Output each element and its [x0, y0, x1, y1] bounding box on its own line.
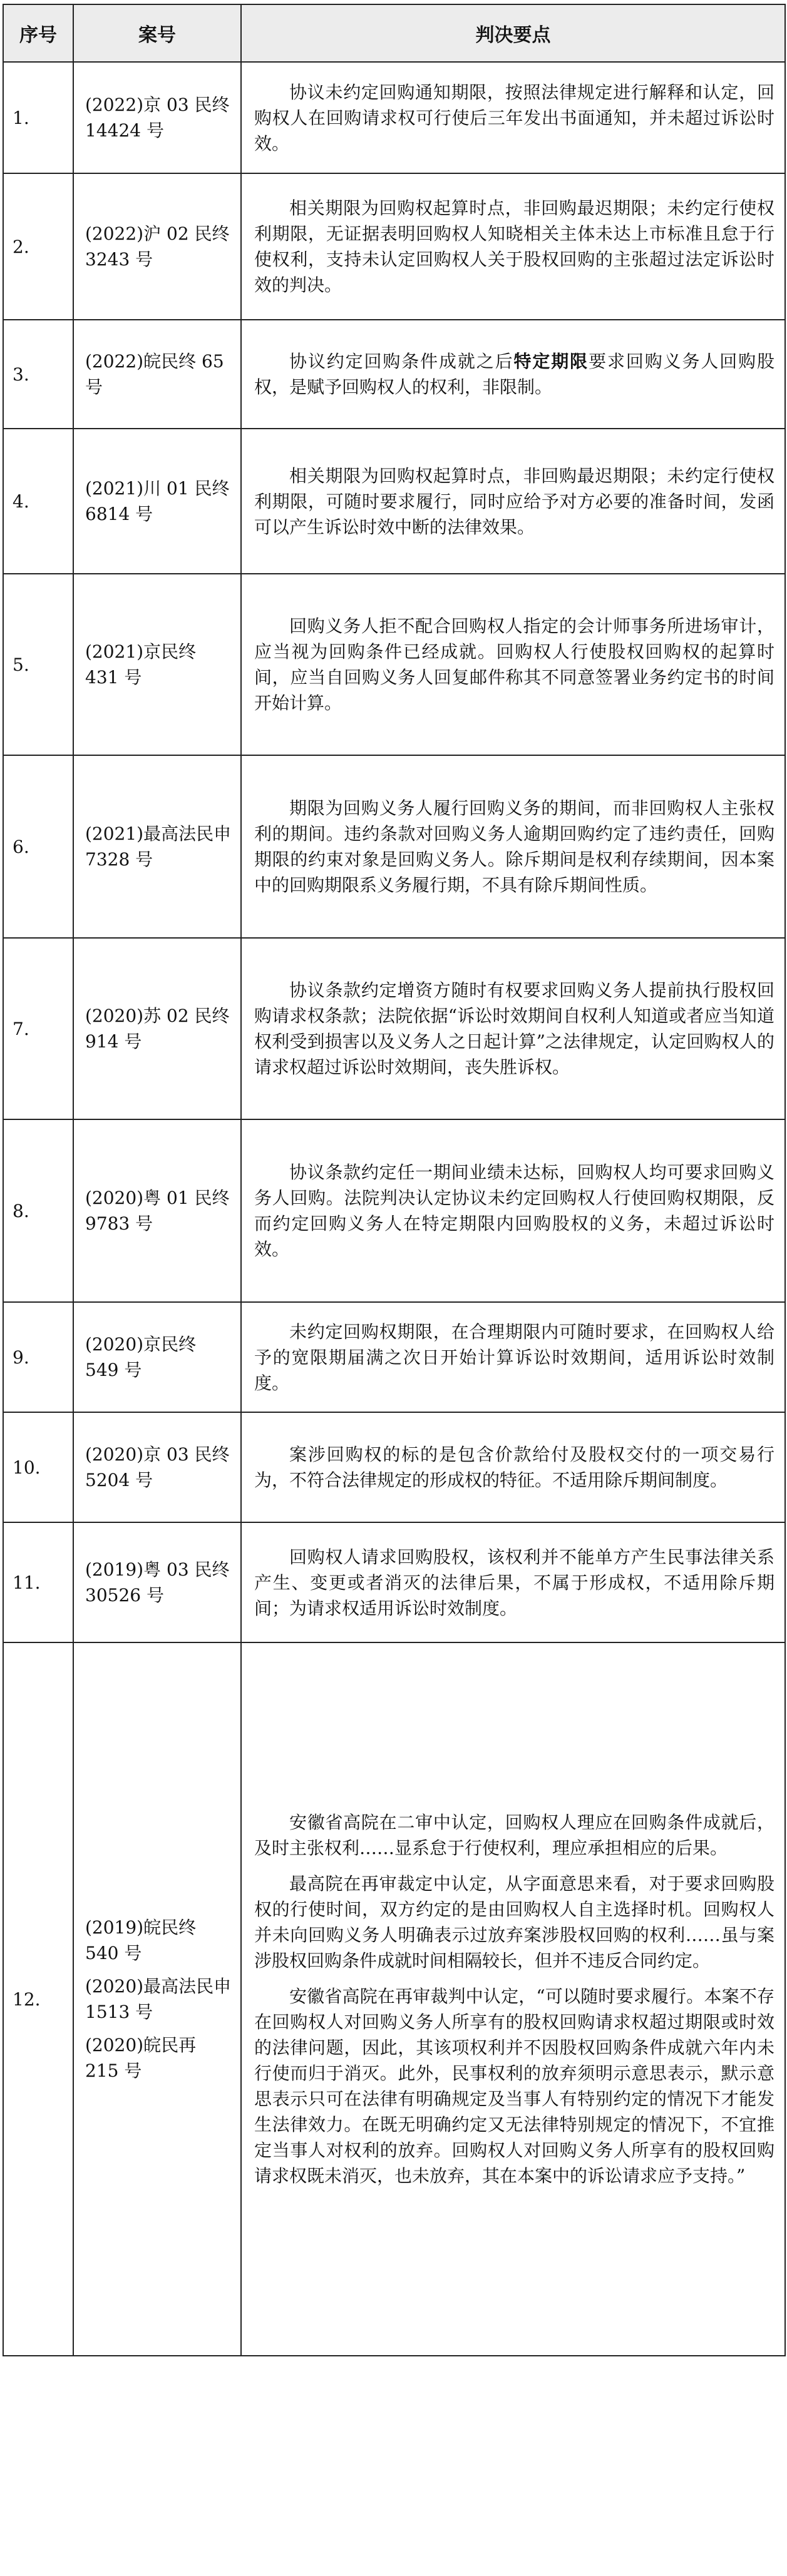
judgment-text: 相关期限为回购权起算时点，非回购最迟期限；未约定行使权利期限，可随时要求履行，同时应给予对方必要的准备时间，发函可以产生诉讼时效中断的法律效果。 [254, 465, 774, 537]
judgment-paragraph [254, 613, 774, 716]
table-row [3, 1642, 785, 2356]
row-case-no [73, 938, 241, 1119]
table-row [3, 574, 785, 755]
row-seq: 6. [3, 755, 73, 938]
table-row [3, 62, 785, 173]
case-number: (2020)皖民再 215 号 [85, 2035, 197, 2081]
judgment-text: 最高院在再审裁定中认定，从字面意思来看，对于要求回购股权的行使时间，双方约定的是由回购权人自主选择时机。回购权人并未向回购义务人明确表示过放弃案涉股权回购的权利……虽与案涉股权回购条件成就时间相隔较长，但并不违反合同约定。 [254, 1873, 774, 1971]
row-judgment-points [241, 755, 785, 938]
row-case-no [73, 320, 241, 429]
case-number: (2019)皖民终 540 号 [85, 1917, 197, 1963]
row-seq: 7. [3, 938, 73, 1119]
row-judgment-points [241, 1119, 785, 1302]
row-case-no [73, 1642, 241, 2356]
judgment-text: 协议未约定回购通知期限，按照法律规定进行解释和认定，回购权人在回购请求权可行使后三年发出书面通知，并未超过诉讼时效。 [254, 81, 774, 154]
row-case-no [73, 62, 241, 173]
judgment-text: 要求回购义务人回购股权，是赋予回购权人的权利，非限制。 [254, 351, 774, 397]
table-row [3, 1119, 785, 1302]
judgment-text: 安徽省高院在再审裁判中认定，“可以随时要求履行。本案不存在回购权人对回购义务人所享有的股权回购请求权超过期限或时效的法律问题，因此，其该项权利并不因股权回购条件成就六年内未行使而归于消灭。此外，民事权利的放弃须明示意思表示，默示意思表示只可在法律有明确规定及当事人有特别约定的情况下才能发生法律效力。在既无明确约定又无法律特别规定的情况下，不宜推定当事人对权利的放弃。回购权人对回购义务人所享有的股权回购请求权既未消灭，也未放弃，其在本案中的诉讼请求应予支持。” [254, 1986, 774, 2186]
row-case-no [73, 429, 241, 574]
case-number: (2020)京民终 549 号 [85, 1334, 197, 1380]
judgment-text: 协议条款约定任一期间业绩未达标，回购权人均可要求回购义务人回购。法院判决认定协议未约定回购权人行使回购权期限，反而约定回购义务人在特定期限内回购股权的义务，未超过诉讼时效。 [254, 1162, 774, 1260]
row-seq: 9. [3, 1302, 73, 1412]
case-number: (2020)最高法民申 1513 号 [85, 1976, 232, 2022]
judgment-text: 回购权人请求回购股权，该权利并不能单方产生民事法律关系产生、变更或者消灭的法律后果，不属于形成权，不适用除斥期间；为请求权适用诉讼时效制度。 [254, 1546, 774, 1619]
judgment-paragraph [254, 349, 774, 400]
row-judgment-points [241, 1302, 785, 1412]
case-table [3, 4, 786, 2356]
row-seq: 2. [3, 173, 73, 320]
table-row [3, 938, 785, 1119]
table-row [3, 1522, 785, 1642]
table-body [3, 62, 785, 2356]
row-seq: 10. [3, 1412, 73, 1522]
case-number: (2020)苏 02 民终 914 号 [85, 1005, 230, 1052]
case-number: (2021)最高法民申 7328 号 [85, 823, 232, 870]
row-seq: 4. [3, 429, 73, 574]
header-seq: 序号 [3, 4, 73, 62]
row-judgment-points [241, 320, 785, 429]
judgment-text: 协议条款约定增资方随时有权要求回购义务人提前执行股权回购请求权条款；法院依据“诉讼时效期间自权利人知道或者应当知道权利受到损害以及义务人之日起计算”之法律规定，认定回购权人的请求权超过诉讼时效期间，丧失胜诉权。 [254, 980, 774, 1077]
judgment-text: 未约定回购权期限，在合理期限内可随时要求，在回购权人给予的宽限期届满之次日开始计算诉讼时效期间，适用诉讼时效制度。 [254, 1321, 774, 1393]
row-judgment-points [241, 429, 785, 574]
row-case-no [73, 574, 241, 755]
table-row [3, 755, 785, 938]
table-row [3, 1302, 785, 1412]
row-judgment-points [241, 173, 785, 320]
row-case-no [73, 173, 241, 320]
row-case-no [73, 1119, 241, 1302]
case-number: (2020)粤 01 民终 9783 号 [85, 1188, 230, 1234]
case-number: (2022)京 03 民终 14424 号 [85, 94, 230, 141]
case-number: (2021)川 01 民终 6814 号 [85, 478, 230, 524]
table-row [3, 173, 785, 320]
table-row [3, 1412, 785, 1522]
case-number: (2020)京 03 民终 5204 号 [85, 1444, 230, 1490]
judgment-text: 相关期限为回购权起算时点，非回购最迟期限；未约定行使权利期限，无证据表明回购权人知晓相关主体未达上市标准且怠于行使权利，支持未认定回购权人关于股权回购的主张超过法定诉讼时效的判决。 [254, 198, 774, 295]
row-judgment-points [241, 62, 785, 173]
row-judgment-points [241, 938, 785, 1119]
row-judgment-points [241, 1642, 785, 2356]
judgment-text: 安徽省高院在二审中认定，回购权人理应在回购条件成就后，及时主张权利……显系怠于行使权利，理应承担相应的后果。 [254, 1812, 774, 1858]
judgment-paragraph [254, 79, 774, 156]
row-judgment-points [241, 574, 785, 755]
row-seq: 5. [3, 574, 73, 755]
row-judgment-points [241, 1522, 785, 1642]
case-number: (2022)皖民终 65 号 [85, 351, 224, 397]
header-case-no: 案号 [73, 4, 241, 62]
row-case-no [73, 1412, 241, 1522]
row-seq: 8. [3, 1119, 73, 1302]
judgment-paragraph [254, 795, 774, 898]
judgment-paragraph [254, 463, 774, 540]
row-case-no [73, 1302, 241, 1412]
case-number: (2021)京民终 431 号 [85, 641, 197, 688]
judgment-text: 协议约定回购条件成就之后 [289, 351, 514, 372]
row-seq: 1. [3, 62, 73, 173]
header-points: 判决要点 [241, 4, 785, 62]
row-seq: 11. [3, 1522, 73, 1642]
case-number: (2022)沪 02 民终 3243 号 [85, 223, 230, 270]
row-case-no [73, 755, 241, 938]
judgment-paragraph [254, 1544, 774, 1621]
judgment-paragraph [254, 1871, 774, 1973]
row-judgment-points [241, 1412, 785, 1522]
judgment-text: 案涉回购权的标的是包含价款给付及股权交付的一项交易行为，不符合法律规定的形成权的特征。不适用除斥期间制度。 [254, 1444, 774, 1490]
row-seq: 12. [3, 1642, 73, 2356]
emphasized-term: 特定期限 [513, 351, 589, 372]
row-case-no [73, 1522, 241, 1642]
case-number: (2019)粤 03 民终 30526 号 [85, 1559, 230, 1606]
judgment-text: 期限为回购义务人履行回购义务的期间，而非回购权人主张权利的期间。违约条款对回购义务人逾期回购约定了违约责任，回购期限的约束对象是回购义务人。除斥期间是权利存续期间，因本案中的回购期限系义务履行期，不具有除斥期间性质。 [254, 798, 774, 895]
judgment-text: 回购义务人拒不配合回购权人指定的会计师事务所进场审计，应当视为回购条件已经成就。回购权人行使股权回购权的起算时间，应当自回购义务人回复邮件称其不同意签署业务约定书的时间开始计算。 [254, 616, 774, 713]
judgment-paragraph [254, 1319, 774, 1396]
table-row [3, 320, 785, 429]
judgment-paragraph [254, 1159, 774, 1262]
judgment-paragraph [254, 195, 774, 298]
judgment-paragraph [254, 1983, 774, 2189]
judgment-paragraph [254, 977, 774, 1080]
table-row [3, 429, 785, 574]
judgment-paragraph [254, 1810, 774, 1861]
header-row [3, 4, 785, 62]
judgment-paragraph [254, 1442, 774, 1493]
row-seq: 3. [3, 320, 73, 429]
